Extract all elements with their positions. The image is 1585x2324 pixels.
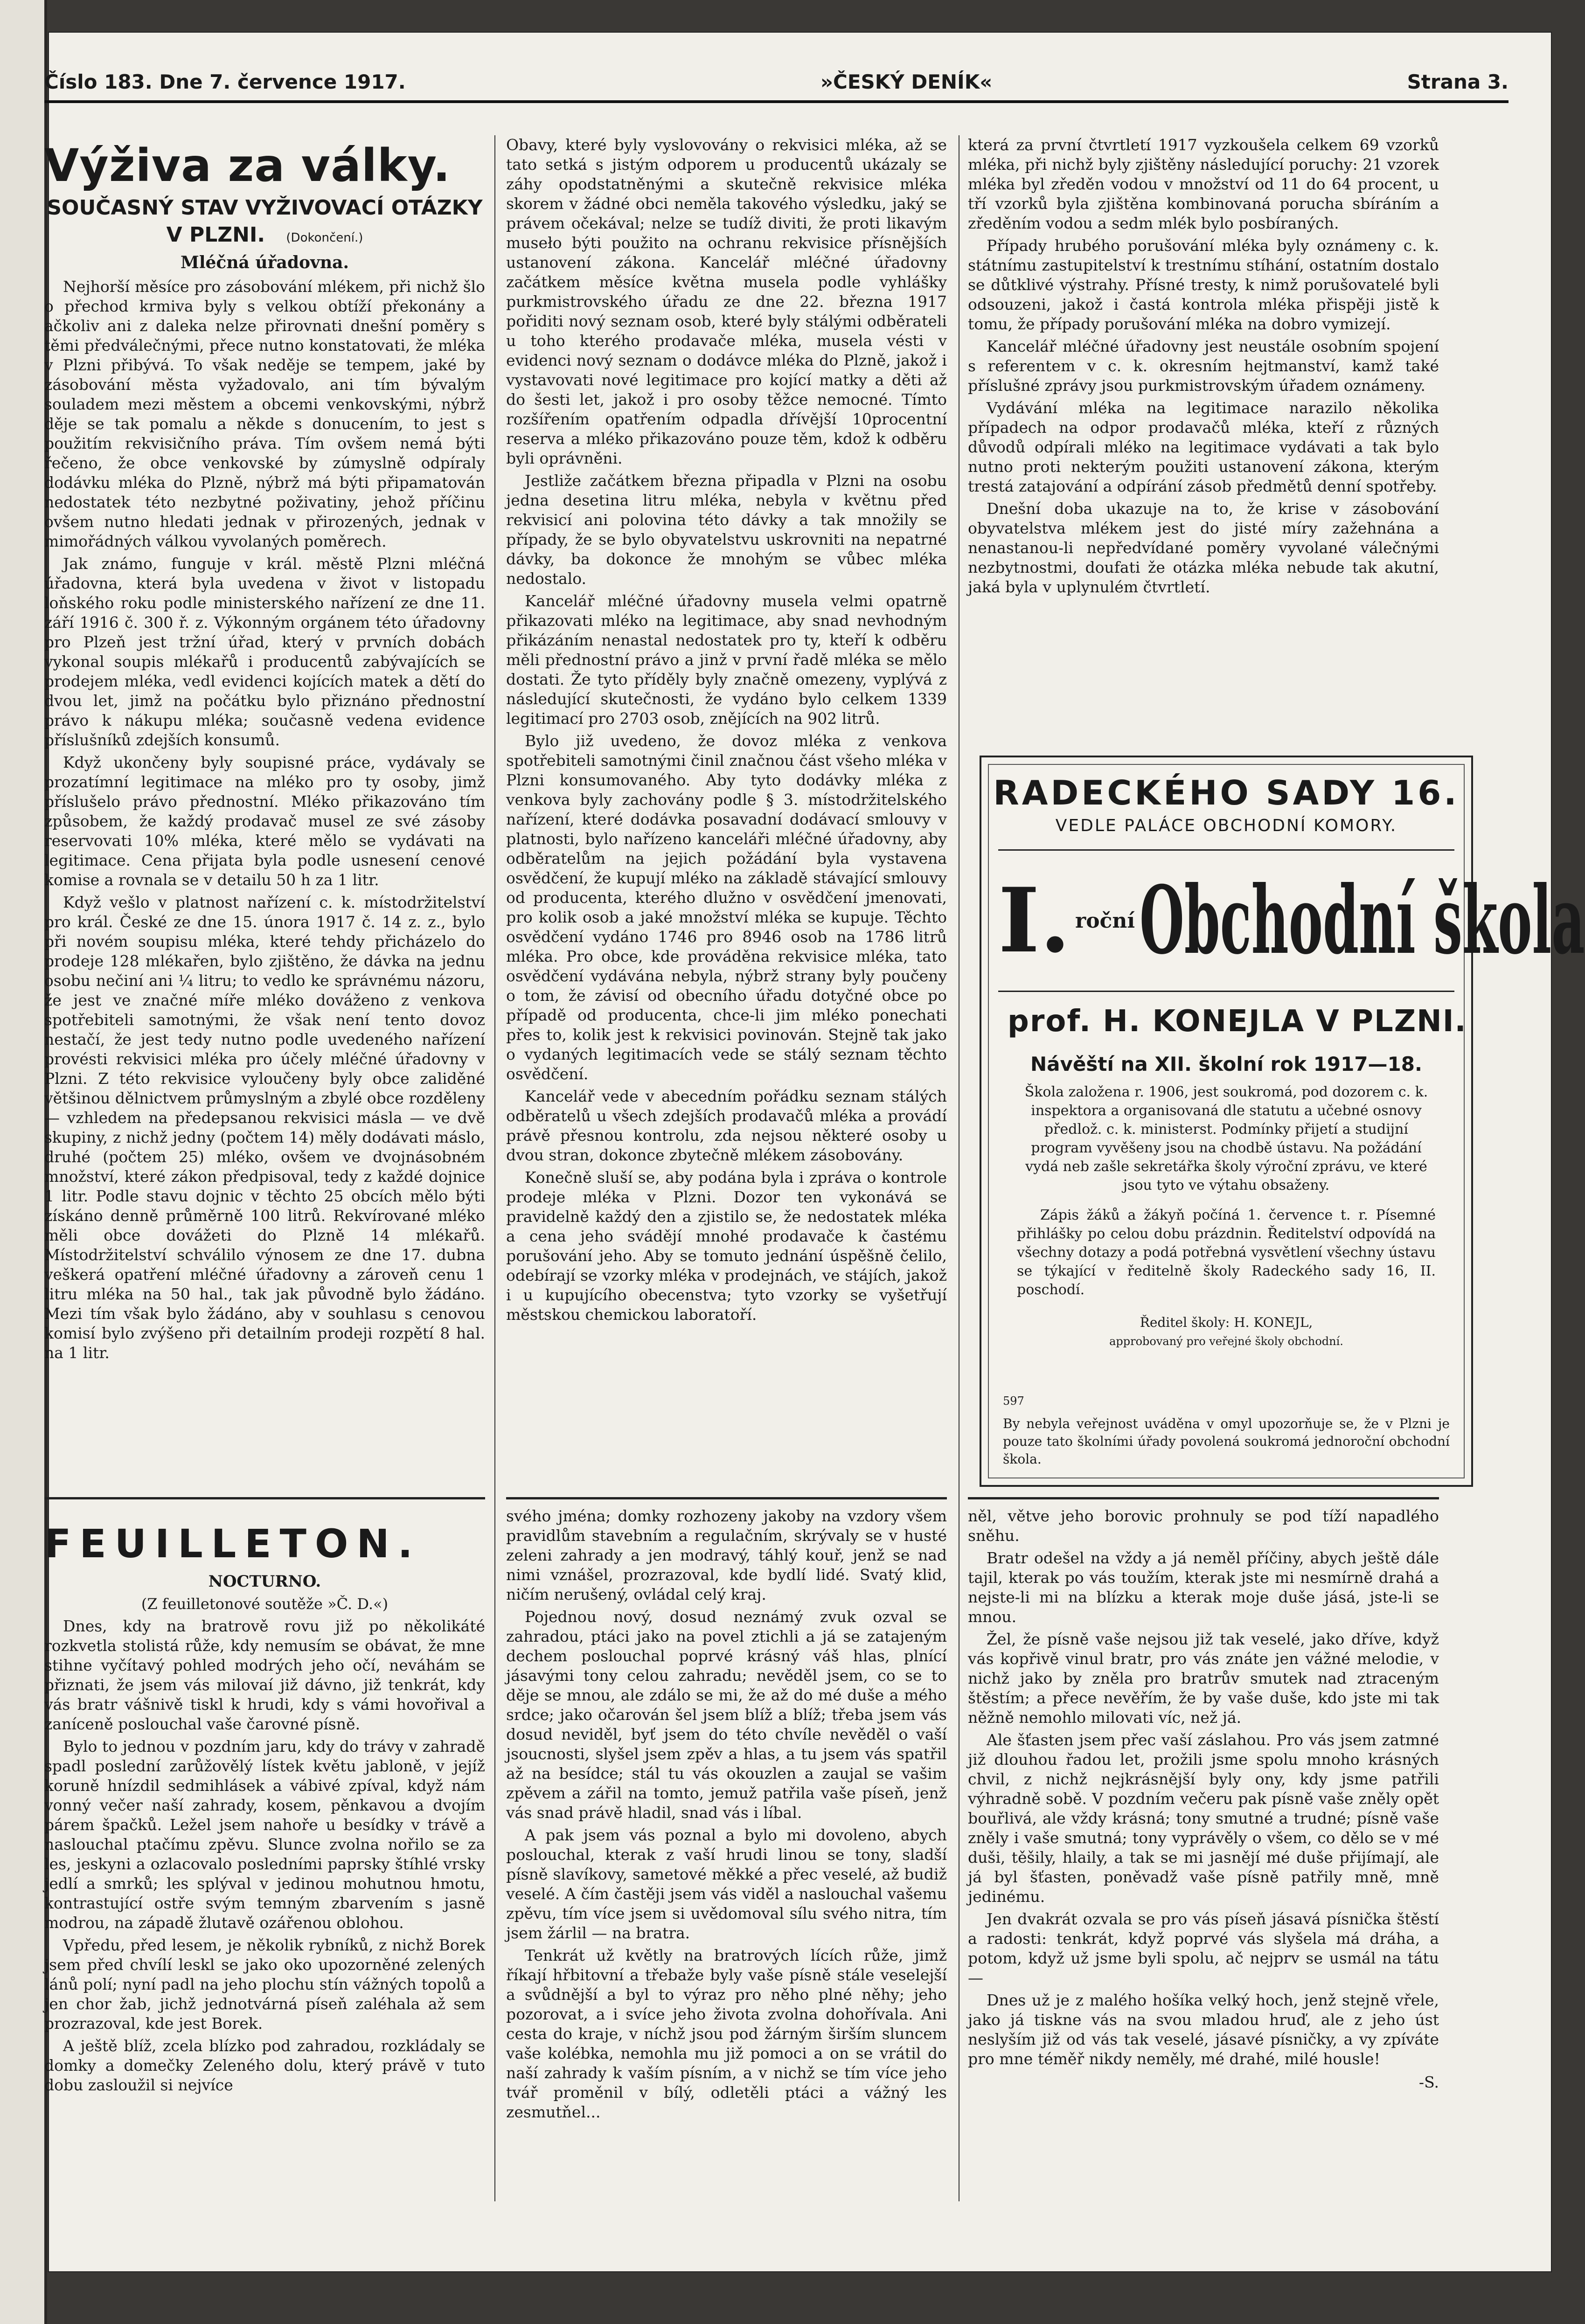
paragraph: Tenkrát už květly na bratrových lících růže, jimž říkají hřbitovní a třebaže byly vaše písně stále veselejší a svůdnější a byl to výraz pro něho plné něhy; jeho pozorovat, a i svíce jeho života zvolna dohořívala. Ani cesta do kraje, v níchž jsou pod žárným širším sluncem vaše kolébka, nemohla mu již pomoci a on se vrátil do naší zahrady k vaším písním, a v nichž se tím více jeho tvář proměnil v bílý, odletěli ptáci a vážný les zesmutňel...	[506, 1946, 947, 2121]
paragraph: Když vešlo v platnost nařízení c. k. místodržitelství pro král. České ze dne 15. února 1917 č. 14 z. z., bylo při novém soupisu mléka, které tehdy přicházelo do prodeje 128 mlékařen, bylo zjištěno, že dávka na jednu osobu nečiní ani ¼ litru; to vedlo ke správnému názoru, že jest ve značné míře mléko dováženo z venkova spotřebiteli samotnými, že však není tento dovoz nestačí, že jest tedy nutno podle uvedeného nařízení provésti rekvisici mléka pro účely mléčné úřadovny v Plzni. Z této rekvisice vyloučeny byly obce zaliděné většinou dělnictvem průmyslným a zbylé obce rozděleny — vzhledem na předepsanou rekvisici másla — ve dvě skupiny, z nichž jedny (počtem 14) měly dodávati máslo, druhé (počtem 25) mléko, ovšem ve dvojnásobném množství, které zákon předpisoval, tedy z každé dojnice 1 litr. Podle stavu dojnic v těchto 25 obcích mělo býti získáno denně průměrně 100 litrů. Rekvírované mléko měli obce dovážeti do Plzně 14 mlékařů. Místodržitelství schválilo výnosem ze dne 17. dubna veškerá opatření mléčné úřadovny a zároveň cenu 1 litru mléka na 50 hal., tak jak původně bylo žádáno. Mezi tím však bylo žádáno, aby v souhlasu s cenovou komisí bylo zvýšeno při detailním prodeji rozpětí 8 hal. na 1 litr.	[44, 893, 485, 1362]
paragraph: Ale šťasten jsem přec vaší záslahou. Pro vás jsem zatmné již dlouhou řadou let, prožili jsme spolu mnoho krásných chvil, z nichž nejkrásnější byly ony, kdy jsme patřili výhradně sobě. V pozdním večeru pak písně vaše zněly opět bouřlivá, ale vždy krásná; tony smutné a trudné; písně vaše zněly i vaše smutná; tony vyprávěly o všem, co dělo se v mé duši, těšily, hlaily, a tak se mi jasnějí mé duše přijímají, ale já byl šťasten, poněvadž vaše písně patřily mně, mně jedinému.	[968, 1731, 1439, 1906]
article-column-1	[44, 140, 485, 1455]
paragraph: Bratr odešel na vždy a já neměl příčiny, abych ještě dále tajil, kterak po vás toužím, kterak jste mi nesmírně drahá a nejste-li mi na blízku a kterak moje duše jásá, jste-li se mnou.	[968, 1549, 1439, 1626]
page-header	[44, 63, 1509, 103]
ad-banner	[998, 849, 1585, 992]
ad-address: RADECKÉHO SADY 16.	[993, 773, 1460, 812]
article-column-3	[968, 135, 1439, 714]
page-number: Strana 3.	[1407, 70, 1509, 93]
article-subtitle-1: SOUČASNÝ STAV VYŽIVOVACÍ OTÁZKY	[47, 196, 483, 220]
feuilleton-column-1	[44, 1520, 485, 2201]
ad-director: Ředitel školy: H. KONEJL,	[1140, 1315, 1313, 1330]
ad-enrollment: Zápis žáků a žákyň počíná 1. července t. r. Písemné přihlášky po celou dobu prázdnin. Ředitelství odpovídá na všechny dotazy a podá potřebná vysvětlení všechny ústavu se týkající v ředitelně školy Radeckého sady 16, II. poschodí.	[1017, 1207, 1436, 1298]
paragraph: Pojednou nový, dosud neznámý zvuk ozval se zahradou, ptáci jako na povel ztichli a já se zatajeným dechem poslouchal poprvé krásný váš hlas, plnící jásavými tony celou zahradu; nevěděl jsem, co se to děje se mnou, ale zdálo se mi, že až do mé duše a mého srdce; jako očarován šel jsem blíž a blíž; třeba jsem vás dosud neviděl, byť jsem do této chvíle nevěděl o vaší jsoucnosti, slyšel jsem zpěv a hlas, a tu jsem vás spatřil až na besídce; stál tu vás okouzlen a zaujal se vašim zpěvem a zářil na tomto, jemuž patřila vaše píseň, jenž vás snad právě hladil, snad vás i líbal.	[506, 1608, 947, 1822]
ad-reference-number: 597	[1003, 1394, 1024, 1408]
paragraph: Nejhorší měsíce pro zásobování mlékem, při nichž šlo o přechod krmiva byly s velkou obtíží překonány a ačkoliv ani z daleka nelze přirovnati dnešní poměry s těmi předválečnými, přece nutno konstatovati, že mléka v Plzni přibývá. To však neděje se tempem, jaké by zásobování města vyžadovalo, ani tím bývalým souladem mezi městem a obcemi venkovskými, nýbrž děje se tak pomalu a někde s donucením, to jest s použitím rekvisičního práva. Tím ovšem nemá býti řečeno, že obce venkovské by zúmyslně odpíraly dodávku mléka do Plzně, nýbrž má býti připamatován nedostatek této nezbytné poživatiny, jehož příčinu ovšem nutno hledati jednak v přirozených, jednak v mimořádných válkou vyvolaných poměrech.	[44, 277, 485, 550]
paragraph: A pak jsem vás poznal a bylo mi dovoleno, abych poslouchal, kterak z vaší hrudi linou se tony, sladší písně slavíkovy, sametové měkké a přec veselé, až budiž veselé. A čím častěji jsem vás viděl a naslouchal vašemu zpěvu, tím více jsem si uvědomoval sílu svého nitra, tím jsem žárlil — na bratra.	[506, 1826, 947, 1942]
paragraph: Bylo to jednou v pozdním jaru, kdy do trávy v zahradě spadl poslední zarůžovělý lístek květu jabloně, v jejíž koruně hnízdil sedmihlásek a vábivé zpíval, když nám vonný večer naší zahrady, kosem, pěnkavou a dvojím párem špačků. Ležel jsem nahoře u besídky v trávě a naslouchal ptačímu zpěvu. Slunce zvolna nořilo se za les, jeskyni a ozlacovalo posledními paprsky štíhlé vrsky jedlí a smrků; les splýval v jedinou mohutnou hmotu, kontrastující ostře svým temným zbarvením s jasně modrou, na západě žlutavě ozářenou oblohou.	[44, 1737, 485, 1932]
ad-professor: prof. H. KONEJLA V PLZNI.	[1008, 1004, 1467, 1039]
article-subtitle-2	[44, 223, 485, 250]
feuilleton-rule-1	[44, 1497, 485, 1499]
feuilleton-column-2	[506, 1506, 947, 2187]
ad-rocni-label: roční	[1075, 909, 1135, 933]
ad-notice: Návěští na XII. školní rok 1917—18.	[1030, 1053, 1422, 1075]
ad-approved: approbovaný pro veřejné školy obchodní.	[1109, 1335, 1343, 1348]
ad-school-name: Obchodní škola	[1140, 866, 1585, 975]
ad-signature	[989, 1313, 1464, 1351]
issue-date: Číslo 183. Dne 7. července 1917.	[44, 70, 406, 93]
article-column-2	[506, 135, 947, 1488]
paragraph: Jak známo, funguje v král. městě Plzni mléčná úřadovna, která byla uvedena v život v listopadu loňského roku podle ministerského nařízení ze dne 11. září 1916 č. 300 ř. z. Výkonným orgánem této úřadovny pro Plzeň jest tržní úřad, který v prvních dobách vykonal soupis mlékařů i producentů zabývajících se prodejem mléka, vedl evidenci kojících matek a dětí do dvou let, jimž na počátku bylo přiznáno přednostní právo k nákupu mléka; současně vedena evidence příslušníků zdejších konsumů.	[44, 555, 485, 749]
section-title: Mléčná úřadovna.	[181, 253, 349, 272]
feuilleton-rule-3	[968, 1497, 1439, 1499]
paragraph: Obavy, které byly vyslovovány o rekvisici mléka, až se tato setká s jistým odporem u producentů ukázaly se záhy opodstatněnými a skutečně rekvisice mléka skorem v žádné obci neměla takového výsledku, jaký se právem očekával; nelze se tudíž diviti, že proti likavým museło býti použito na ochranu rekvisice přísnějších ustanovení zákona. Kancelář mléčné úřadovny začátkem měsíce května musela podle vyhlášky purkmistrovského úřadu ze dne 22. března 1917 pořiditi nový seznam osob, které byly stálými odběrateli u toho kterého prodavače mléka, musela vésti v evidenci nový seznam o dodávce mléka do Plzně, jakož i vystavovati nové legitimace pro kojící matky a děti až do šesti let, jakož i pro osoby těžce nemocné. Tímto rozšířením opatřením odpadla dřívější 10procentní reserva a mléko přikazováno pouze těm, kdož k odběru byli oprávněni.	[506, 136, 947, 467]
paragraph: Dnes už je z malého hošíka velký hoch, jenž stejně vřele, jako já tiskne vás na svou mladou hruď, ale z jeho úst neslyším již od vás tak veselé, jásavé písničky, a vy zpíváte pro mne téměř nikdy neměly, mé drahé, milé housle!	[968, 1991, 1439, 2068]
feuilleton-column-3	[968, 1506, 1439, 2187]
ad-description: Škola založena r. 1906, jest soukromá, pod dozorem c. k. inspektora a organisovaná dle statutu a učebné osnovy předlož. c. k. ministerst. Podmínky přijetí a studijní program vyvěšeny jsou na chodbě ústavu. Na požádání vydá neb zašle sekretářka školy výroční zprávu, ve které jsou tyto ve výtahu obsaženy.	[1024, 1084, 1428, 1193]
ad-location-note: VEDLE PALÁCE OBCHODNÍ KOMORY.	[1055, 816, 1397, 835]
story-source: (Z feuilletonové soutěže »Č. D.«)	[141, 1595, 389, 1613]
paragraph: Vydávání mléka na legitimace narazilo několika případech na odpor prodavačů mléka, kteří z různých důvodů odpírali mléko na legitimace vydávati a tak bylo nutno proti nekterým použiti ustanovení zákona, kterým trestá zatajování a odpírání zásob předmětů denní spotřeby.	[968, 399, 1439, 495]
feuilleton-rule-2	[506, 1497, 947, 1499]
ad-inner-frame	[988, 764, 1585, 1478]
paragraph: A ještě blíž, zcela blízko pod zahradou, rozkládaly se domky a domečky Zeleného dolu, který právě v tuto dobu zasloužil si nejvíce	[44, 2037, 485, 2094]
ad-roman-numeral: I.	[998, 868, 1071, 972]
paragraph: Bylo již uvedeno, že dovoz mléka z venkova spotřebiteli samotnými činil značnou část všeho mléka v Plzni konsumovaného. Aby tyto dodávky mléka z venkova byly zachovány podle § 3. místodržitelského nařízení, které dodávka posavadní dodávací smlouvy v platnosti, bylo nařízeno kanceláři mléčné úřadovny, aby odběratelům na jejich požádání byla vystavena osvědčení, že kupují mléko na základě stávající smlouvy od producenta, kterého dlužno v osvědčení jmenovati, pro kolik osob a jaké množství mléka se kupuje. Těchto osvědčení vydáno 1746 pro 8946 osob na 1786 litrů mléka. Pro obce, kde prováděna rekvisice mléka, tato osvědčení vydávána nebyla, nýbrž strany byly poučeny o tom, že závisí od obecního úřadu dotyčné obce po případě od producenta, chce-li jim mléko ponechati přes to, kolik jest k rekvisici povinován. Stejně tak jako o vydaných legitimacích vede se stálý seznam těchto osvědčení.	[506, 732, 947, 1083]
paragraph: Jestliže začátkem března připadla v Plzni na osobu jedna desetina litru mléka, nebyla v květnu před rekvisicí ani polovina této dávky a tak množily se případy, že se bylo obyvatelstvu uskrovniti na nepatrné dávky, ba dokonce že mnohým se vůbec mléka nedostalo.	[506, 472, 947, 588]
paragraph: Kancelář mléčné úřadovny musela velmi opatrně přikazovati mléko na legitimace, aby snad nevhodným přikázáním nenastal nedostatek pro ty, kteří k odběru měli přednostní právo a jinž v první řadě mléka se mělo dostati. Že tyto příděly byly značně omezeny, vyplývá z následující skutečnosti, že vydáno bylo celkem 1339 legitimací pro 2703 osob, znějících na 902 litrů.	[506, 592, 947, 728]
story-title: NOCTURNO.	[208, 1572, 321, 1591]
paragraph: Vpředu, před lesem, je několik rybníků, z nichž Borek jsem před chvílí leskl se jako oko upozorněné zelených lánů polí; nyní padl na jeho plochu stín vážných topolů a jen chor žab, jichž jednotvárná píseň zaléhala až sem prozrazoval, kde jest Borek.	[44, 1936, 485, 2033]
paragraph: Konečně sluší se, aby podána byla i zpráva o kontrole prodeje mléka v Plzni. Dozor ten vykonává se pravidelně každý den a zjistilo se, že nedostatek mléka a cena jeho svádějí mnohé prodavače k častému porušování jeho. Aby se tomuto jednání úspěšně čelilo, odebírají se vzorky mléka v prodejnách, ve stájích, jakož i u kupujícího obecenstva; tyto vzorky se vyšetřují městskou chemickou laboratoří.	[506, 1168, 947, 1324]
newspaper-title: »ČESKÝ DENÍK«	[820, 70, 993, 93]
previous-page-edge	[0, 0, 47, 2324]
paragraph: Případy hrubého porušování mléka byly oznámeny c. k. státnímu zastupitelství k trestnímu stíhání, ostatním dostalo se důtklivé výstrahy. Přísné tresty, k nimž porušovatelé byli odsouzeni, jakož i častá kontrola mléka přispěji jistě k tomu, že případy porušování mléka na dobro vymizejí.	[968, 236, 1439, 333]
feuilleton-title: FEUILLETON.	[44, 1521, 421, 1567]
article-subtitle-2-text: V PLZNI.	[166, 223, 265, 247]
paragraph: Kancelář mléčné úřadovny jest neustále osobním spojení s referentem v c. k. okresním hejtmanství, kamž také příslušné zprávy jsou purkmistrovským úřadem oznámeny.	[968, 337, 1439, 395]
paragraph: Dnes, kdy na bratrově rovu již po několikáté rozkvetla stolistá růže, kdy nemusím se obávat, že mne stihne vyčítavý pohled modrých jeho očí, neváhám se přiznati, že jsem vás milovaí již dávno, již tenkrát, kdy vás bratr vášnivě tiskl k hrudi, kdy s vámi hovořival a zaníceně poslouchal vaše čarovné písně.	[44, 1617, 485, 1733]
paragraph: Dnešní doba ukazuje na to, že krise v zásobování obyvatelstva mlékem jest do jisté míry zažehnána a nenastanou-li nepředvídané poměry vyvolané válečnými nezbytnostmi, doufati že otázka mléka nebude tak akutní, jaká byla v uplynulém čtvrtletí.	[968, 499, 1439, 596]
column-divider-1	[494, 135, 495, 2201]
paragraph: Jen dvakrát ozvala se pro vás píseň jásavá písnička štěstí a radosti: tenkrát, když poprvé vás slyšela má dráha, a potom, když už jsme byli spolu, ač nejprv se usmál na tátu —	[968, 1910, 1439, 1987]
paragraph: svého jména; domky rozhozeny jakoby na vzdory všem pravidlům stavebním a regulačním, skrývaly se v husté zeleni zahrady a jen modravý, táhlý kouř, jenž se nad nimi vznášel, prozrazoval, kde bydlí lidé. Svatý klid, ničím nerušený, ovládal celý kraj.	[506, 1507, 947, 1603]
school-advertisement	[980, 756, 1585, 1487]
ad-footer-note: By nebyla veřejnost uváděna v omyl upozorňuje se, že v Plzni je pouze tato školními úřady povolená soukromá jednoroční obchodní škola.	[1003, 1416, 1450, 1467]
paragraph: Kancelář vede v abecedním pořádku seznam stálých odběratelů u všech zdejších prodavačů mléka a provádí právě přesnou kontrolu, zda nejsou některé osoby u dvou stran, dokonce zbytečně mlékem zásobovány.	[506, 1087, 947, 1164]
article-headline: Výživa za války.	[44, 139, 451, 192]
paragraph: Žel, že písně vaše nejsou již tak veselé, jako dříve, když vás kopřivě vinul bratr, pro vás znáte jen vážné melodie, v nichž jako by zněla pro bratrův smutek nad ztraceným štěstím; a přece nevěřím, že by vaše duše, kdo jste mi tak něžně nemohlo milovati víc, než já.	[968, 1630, 1439, 1727]
paragraph: která za první čtvrtletí 1917 vyzkoušela celkem 69 vzorků mléka, při nichž byly zjištěny následující poruchy: 21 vzorek mléka byl zředěn vodou v množství od 11 do 64 procent, u tří vzorků byla zjištěna kombinovaná porucha sbíráním a zředěním vodou a sedm mlék bylo posbíraných.	[968, 136, 1439, 232]
paragraph: Když ukončeny byly soupisné práce, vydávaly se prozatímní legitimace na mléko pro ty osoby, jimž příslušelo právo přednostní. Mléko přikazováno tím způsobem, že každý prodavač musel ze své zásoby reservovati 10% mléka, které mělo se vydávati na legitimace. Cena přijata byla podle usnesení cenové komise a rovnala se v detailu 50 h za 1 litr.	[44, 753, 485, 889]
author-signature: -S.	[1418, 2073, 1439, 2091]
continued-note: (Dokončení.)	[286, 231, 363, 245]
paragraph: něl, větve jeho borovic prohnuly se pod tíží napadlého sněhu.	[968, 1507, 1439, 1545]
